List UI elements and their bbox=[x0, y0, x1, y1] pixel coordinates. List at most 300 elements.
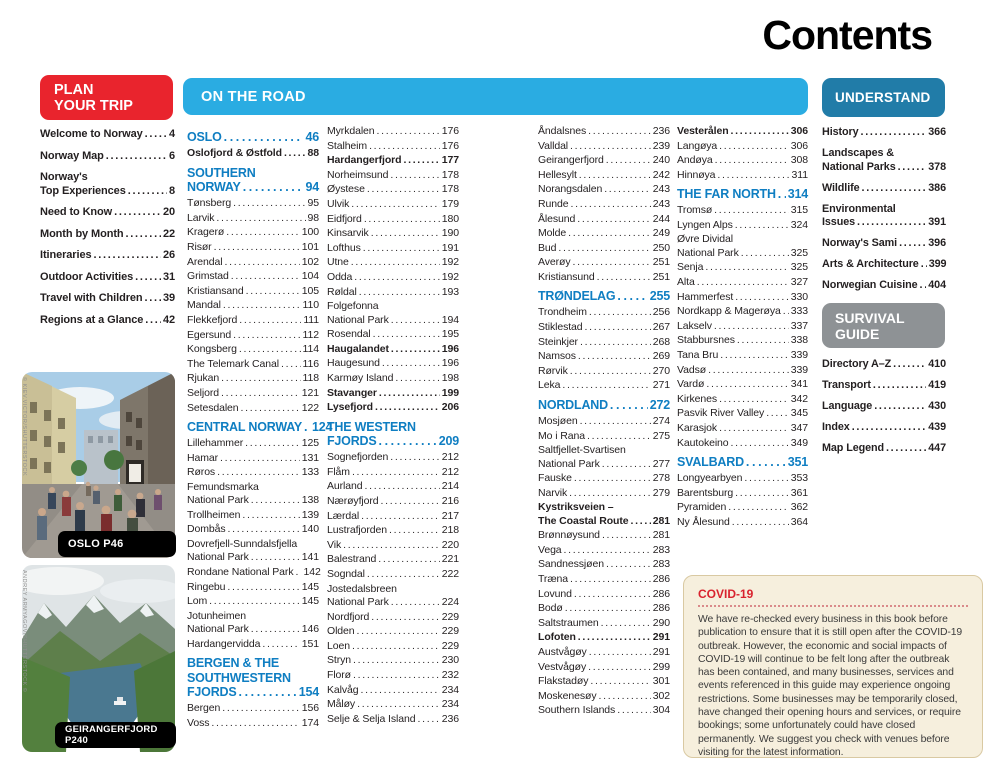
toc-entry bbox=[187, 638, 319, 651]
toc-page-number: 192 bbox=[441, 270, 459, 283]
dot-leader bbox=[242, 509, 299, 522]
toc-entry-label: Bud bbox=[538, 241, 557, 254]
toc-page-number: 410 bbox=[928, 358, 946, 370]
toc-page-number: 151 bbox=[301, 637, 319, 650]
dot-leader bbox=[357, 698, 440, 711]
toc-entry-label: Molde bbox=[538, 227, 567, 240]
dot-leader bbox=[114, 206, 161, 220]
dot-leader bbox=[719, 140, 789, 153]
toc-entry-label: THE FAR NORTH bbox=[677, 187, 776, 202]
toc-entry bbox=[677, 169, 808, 182]
toc-entry bbox=[187, 538, 319, 565]
dot-leader bbox=[732, 516, 789, 529]
toc-page-number: 6 bbox=[168, 149, 175, 162]
toc-entry-label: Saltstraumen bbox=[538, 616, 599, 629]
toc-entry bbox=[538, 183, 670, 196]
toc-entry-label: National Park bbox=[187, 623, 249, 636]
toc-entry-label: Loen bbox=[327, 639, 350, 652]
toc-entry-label: Norway's Sami bbox=[822, 237, 898, 249]
toc-entry bbox=[187, 481, 319, 508]
toc-page-number: 88 bbox=[307, 147, 319, 160]
toc-entry-label: Lysefjord bbox=[327, 401, 373, 414]
dot-leader bbox=[558, 242, 650, 255]
toc-page-number: 353 bbox=[790, 472, 808, 485]
toc-entry-label: Vega bbox=[538, 543, 562, 556]
dot-leader bbox=[352, 640, 440, 653]
toc-page-number: 341 bbox=[790, 378, 808, 391]
toc-entry bbox=[327, 343, 459, 356]
toc-page-number: 232 bbox=[441, 668, 459, 681]
toc-entry-label: Voss bbox=[187, 717, 210, 730]
toc-entry-label: Tana Bru bbox=[677, 349, 719, 362]
toc-page-number: 102 bbox=[301, 255, 319, 268]
toc-entry-label: Hardangerfjord bbox=[327, 154, 402, 167]
toc-entry-label: Longyearbyen bbox=[677, 472, 743, 485]
toc-page-number: 278 bbox=[652, 472, 670, 485]
toc-page-number: 156 bbox=[301, 702, 319, 715]
toc-entry bbox=[187, 466, 319, 479]
toc-entry-label: Langøya bbox=[677, 139, 718, 152]
dot-leader bbox=[391, 314, 440, 327]
toc-entry-label: Røldal bbox=[327, 285, 357, 298]
toc-page-number: 404 bbox=[928, 279, 946, 291]
dot-leader bbox=[377, 125, 440, 138]
dot-leader bbox=[93, 249, 160, 263]
toc-page-number: 133 bbox=[301, 466, 319, 479]
toc-page-number: 212 bbox=[441, 451, 459, 464]
dot-leader bbox=[216, 212, 305, 225]
toc-entry bbox=[187, 717, 319, 730]
toc-page-number: 193 bbox=[441, 285, 459, 298]
dot-leader bbox=[893, 358, 926, 372]
toc-page-number: 275 bbox=[652, 429, 670, 442]
toc-page-number: 270 bbox=[652, 364, 670, 377]
toc-page-number: 362 bbox=[790, 501, 808, 514]
toc-entry bbox=[538, 558, 670, 571]
toc-section-header bbox=[187, 130, 319, 145]
toc-entry bbox=[327, 140, 459, 153]
dot-leader bbox=[417, 713, 439, 726]
toc-entry-label: Dombås bbox=[187, 523, 226, 536]
toc-entry bbox=[327, 242, 459, 255]
toc-page-number: 272 bbox=[649, 397, 670, 412]
toc-page-number: 39 bbox=[162, 292, 175, 304]
toc-entry-label: Map Legend bbox=[822, 442, 884, 454]
toc-entry bbox=[677, 364, 808, 377]
toc-page-number: 22 bbox=[162, 227, 175, 240]
page-title: Contents bbox=[762, 12, 932, 58]
toc-page-number: 291 bbox=[652, 646, 670, 659]
toc-page-number: 216 bbox=[441, 494, 459, 507]
toc-page-number: 194 bbox=[441, 313, 459, 326]
toc-page-number: 138 bbox=[301, 494, 319, 507]
toc-entry bbox=[538, 336, 670, 349]
toc-entry bbox=[327, 183, 459, 196]
oslo-photo-credit: © KIEV.VICTOR/SHUTTERSTOCK bbox=[21, 377, 27, 477]
toc-page-number: 101 bbox=[301, 240, 319, 253]
toc-page-number: 218 bbox=[441, 524, 459, 537]
toc-entry bbox=[538, 227, 670, 240]
toc-entry-label: Lovund bbox=[538, 587, 572, 600]
toc-page-number: 221 bbox=[441, 553, 459, 566]
dot-leader bbox=[562, 379, 650, 392]
toc-page-number: 179 bbox=[441, 197, 459, 210]
toc-entry bbox=[677, 349, 808, 362]
toc-entry bbox=[327, 256, 459, 269]
toc-entry-label: Rørvik bbox=[538, 364, 568, 377]
toc-entry-label: Kristiansund bbox=[538, 270, 595, 283]
toc-page-number: 196 bbox=[441, 342, 459, 355]
toc-entry bbox=[327, 328, 459, 341]
toc-entry-label: Sandnessjøen bbox=[538, 558, 604, 571]
toc-entry-label: National Park bbox=[538, 457, 600, 470]
dot-leader bbox=[697, 276, 789, 289]
toc-page-number: 299 bbox=[652, 660, 670, 673]
dot-leader bbox=[145, 314, 161, 328]
toc-entry bbox=[187, 147, 319, 160]
toc-entry bbox=[677, 305, 808, 318]
plan-your-trip-banner-label: PLAN YOUR TRIP bbox=[54, 81, 133, 114]
toc-page-number: 250 bbox=[652, 241, 670, 254]
toc-page-number: 20 bbox=[162, 206, 175, 218]
toc-entry bbox=[822, 421, 946, 435]
toc-page-number: 222 bbox=[441, 567, 459, 580]
dot-leader bbox=[783, 305, 789, 318]
toc-page-number: 286 bbox=[652, 602, 670, 615]
toc-entry-line: Dovrefjell-Sunndalsfjella bbox=[187, 537, 298, 550]
toc-entry-label: Index bbox=[822, 421, 850, 433]
toc-entry bbox=[538, 661, 670, 674]
toc-entry-label: Lom bbox=[187, 595, 208, 608]
toc-entry bbox=[327, 300, 459, 327]
toc-page-number: 230 bbox=[441, 654, 459, 667]
toc-page-number: 314 bbox=[787, 187, 808, 202]
toc-page-number: 121 bbox=[301, 386, 319, 399]
toc-entry bbox=[327, 583, 459, 610]
toc-page-number: 349 bbox=[790, 436, 808, 449]
toc-entry-line: Folgefonna bbox=[327, 300, 379, 313]
dot-leader bbox=[363, 242, 440, 255]
toc-entry bbox=[187, 329, 319, 342]
dot-leader bbox=[588, 661, 651, 674]
toc-entry-label: Lustrafjorden bbox=[327, 524, 387, 537]
toc-page-number: 325 bbox=[790, 246, 808, 259]
toc-entry bbox=[187, 509, 319, 522]
toc-entry-label: Brønnøysund bbox=[538, 529, 600, 542]
toc-page-number: 141 bbox=[301, 551, 319, 564]
toc-entry bbox=[327, 553, 459, 566]
toc-entry bbox=[327, 387, 459, 400]
toc-entry bbox=[327, 640, 459, 653]
toc-page-number: 342 bbox=[790, 392, 808, 405]
toc-section-header bbox=[538, 398, 670, 413]
dot-leader bbox=[720, 349, 789, 362]
toc-entry-label: Pyramiden bbox=[677, 501, 727, 514]
dot-leader bbox=[364, 213, 440, 226]
toc-entry-label: The Telemark Canal bbox=[187, 357, 279, 370]
toc-entry-label: Kalvåg bbox=[327, 683, 359, 696]
toc-entry-label: Flekkefjord bbox=[187, 313, 238, 326]
dot-leader bbox=[580, 415, 651, 428]
toc-page-number: 46 bbox=[305, 130, 319, 144]
toc-entry-label: Stavanger bbox=[327, 386, 377, 399]
toc-page-number: 243 bbox=[652, 183, 670, 196]
toc-page-number: 239 bbox=[652, 139, 670, 152]
dot-leader bbox=[128, 185, 167, 199]
dot-leader bbox=[735, 487, 789, 500]
dot-leader bbox=[262, 638, 299, 651]
toc-entry bbox=[327, 227, 459, 240]
toc-entry-label: Oslofjord & Østfold bbox=[187, 147, 282, 160]
toc-page-number: 419 bbox=[928, 379, 946, 391]
plan-your-trip-list bbox=[40, 128, 175, 335]
dot-leader bbox=[343, 539, 440, 552]
toc-entry-label: Averøy bbox=[538, 256, 571, 269]
toc-entry bbox=[327, 669, 459, 682]
toc-entry-label: Outdoor Activities bbox=[40, 270, 134, 283]
toc-page-number: 146 bbox=[301, 623, 319, 636]
toc-entry bbox=[677, 422, 808, 435]
toc-entry bbox=[187, 581, 319, 594]
toc-entry-label: Lyngen Alps bbox=[677, 218, 733, 231]
toc-entry bbox=[327, 698, 459, 711]
on-the-road-column-2 bbox=[327, 125, 459, 727]
toc-entry-label: National Parks bbox=[822, 160, 896, 173]
toc-page-number: 243 bbox=[652, 197, 670, 210]
dot-leader bbox=[367, 568, 440, 581]
toc-page-number: 283 bbox=[652, 558, 670, 571]
toc-entry-label: Senja bbox=[677, 261, 704, 274]
toc-page-number: 333 bbox=[790, 305, 808, 318]
toc-page-number: 347 bbox=[790, 422, 808, 434]
toc-page-number: 229 bbox=[441, 625, 459, 638]
toc-entry-label: Rosendal bbox=[327, 328, 371, 341]
dot-leader bbox=[731, 125, 789, 138]
dot-leader bbox=[226, 226, 300, 239]
dot-leader bbox=[719, 422, 789, 435]
toc-entry bbox=[538, 350, 670, 363]
toc-entry-label: Kinsarvik bbox=[327, 227, 369, 240]
dot-leader bbox=[359, 286, 440, 299]
toc-entry bbox=[327, 684, 459, 697]
dot-leader bbox=[578, 631, 651, 644]
dot-leader bbox=[715, 154, 789, 167]
toc-entry-label: History bbox=[822, 126, 859, 138]
toc-page-number: 26 bbox=[162, 249, 175, 261]
toc-entry bbox=[327, 198, 459, 211]
dot-leader bbox=[378, 553, 440, 566]
toc-page-number: 174 bbox=[301, 717, 319, 730]
toc-entry bbox=[187, 595, 319, 608]
toc-entry bbox=[327, 713, 459, 726]
dot-leader bbox=[873, 379, 926, 393]
toc-entry-line: Jostedalsbreen bbox=[327, 582, 397, 595]
dot-leader bbox=[717, 169, 789, 182]
toc-entry-label: Barentsburg bbox=[677, 486, 734, 499]
toc-entry bbox=[538, 588, 670, 601]
understand-banner bbox=[822, 78, 945, 117]
toc-entry-label: Lofoten bbox=[538, 631, 576, 644]
toc-page-number: 269 bbox=[652, 350, 670, 363]
dot-leader bbox=[921, 258, 927, 272]
toc-entry-label: Stalheim bbox=[327, 139, 368, 152]
toc-entry-label: Ulvik bbox=[327, 197, 350, 210]
dot-leader bbox=[735, 219, 789, 232]
dot-leader bbox=[579, 169, 651, 182]
dot-leader bbox=[390, 169, 439, 182]
dot-leader bbox=[224, 130, 304, 145]
toc-entry bbox=[538, 198, 670, 211]
toc-page-number: 283 bbox=[652, 543, 670, 556]
toc-entry-label: Valldal bbox=[538, 139, 569, 152]
toc-page-number: 244 bbox=[652, 212, 670, 225]
toc-entry-label: National Park bbox=[187, 551, 249, 564]
understand-banner-label: UNDERSTAND bbox=[835, 90, 931, 105]
dot-leader bbox=[361, 510, 440, 523]
dot-leader bbox=[714, 320, 789, 333]
dot-leader bbox=[220, 452, 300, 465]
toc-page-number: 242 bbox=[652, 168, 670, 181]
toc-entry bbox=[187, 372, 319, 385]
dot-leader bbox=[382, 357, 440, 370]
toc-entry bbox=[538, 125, 670, 138]
toc-page-number: 209 bbox=[438, 434, 459, 449]
dot-leader bbox=[714, 204, 789, 217]
dot-leader bbox=[601, 617, 651, 630]
toc-page-number: 286 bbox=[652, 587, 670, 600]
toc-page-number: 274 bbox=[652, 414, 670, 427]
toc-page-number: 139 bbox=[301, 508, 319, 521]
toc-page-number: 277 bbox=[652, 457, 670, 470]
toc-entry-label: Hellesylt bbox=[538, 168, 577, 181]
dot-leader bbox=[251, 494, 300, 507]
dot-leader bbox=[569, 487, 651, 500]
toc-page-number: 154 bbox=[298, 685, 319, 700]
toc-entry bbox=[677, 407, 808, 420]
toc-entry-label: Setesdalen bbox=[187, 401, 239, 414]
toc-entry bbox=[538, 379, 670, 392]
toc-entry bbox=[327, 286, 459, 299]
toc-page-number: 122 bbox=[301, 401, 319, 414]
on-the-road-banner bbox=[183, 78, 808, 115]
toc-entry bbox=[187, 358, 319, 371]
toc-page-number: 447 bbox=[928, 442, 946, 454]
toc-entry-label: Bodø bbox=[538, 602, 563, 615]
survival-guide-banner-label: SURVIVAL GUIDE bbox=[835, 309, 905, 342]
toc-entry bbox=[327, 539, 459, 552]
toc-page-number: 111 bbox=[303, 313, 319, 326]
toc-page-number: 256 bbox=[652, 306, 670, 319]
toc-entry-label: Olden bbox=[327, 625, 355, 638]
toc-page-number: 94 bbox=[305, 180, 319, 195]
dot-leader bbox=[352, 466, 440, 479]
dot-leader bbox=[211, 717, 299, 730]
toc-entry bbox=[538, 321, 670, 334]
toc-entry bbox=[40, 292, 175, 306]
toc-page-number: 192 bbox=[441, 256, 459, 269]
toc-page-number: 145 bbox=[301, 580, 319, 593]
toc-page-number: 308 bbox=[790, 154, 808, 167]
toc-entry-label: Selje & Selja Island bbox=[327, 712, 416, 725]
dot-leader bbox=[766, 407, 789, 420]
toc-entry bbox=[538, 704, 670, 717]
toc-entry-label: Bergen bbox=[187, 702, 221, 715]
toc-page-number: 112 bbox=[302, 328, 319, 341]
toc-entry bbox=[187, 387, 319, 400]
dot-leader bbox=[381, 495, 440, 508]
toc-entry-label: Røros bbox=[187, 466, 216, 479]
dot-leader bbox=[367, 183, 440, 196]
toc-entry bbox=[327, 625, 459, 638]
toc-entry-label: Norangsdalen bbox=[538, 183, 603, 196]
toc-entry-label: Nordfjord bbox=[327, 610, 370, 623]
toc-entry-label: Trollheimen bbox=[187, 508, 241, 521]
toc-page-number: 364 bbox=[790, 515, 808, 528]
toc-entry-label: Eidfjord bbox=[327, 212, 362, 225]
dot-leader bbox=[223, 299, 301, 312]
toc-entry-label: Trondheim bbox=[538, 306, 587, 319]
toc-page-number: 4 bbox=[168, 128, 175, 140]
toc-entry-label: Larvik bbox=[187, 211, 215, 224]
toc-entry-label: Nærøyfjord bbox=[327, 494, 379, 507]
toc-entry-label: Lærdal bbox=[327, 509, 360, 522]
dot-leader bbox=[217, 466, 300, 479]
toc-entry bbox=[327, 524, 459, 537]
toc-page-number: 124 bbox=[312, 419, 333, 434]
toc-page-number: 324 bbox=[790, 218, 808, 231]
toc-page-number: 255 bbox=[649, 289, 670, 304]
on-the-road-column-4 bbox=[677, 125, 808, 530]
toc-page-number: 268 bbox=[652, 335, 670, 348]
toc-entry-line: Jotunheimen bbox=[187, 609, 247, 622]
dot-leader bbox=[214, 241, 300, 254]
dot-leader bbox=[221, 372, 300, 385]
toc-entry bbox=[677, 125, 808, 138]
toc-entry-label: Geirangerfjord bbox=[538, 154, 604, 167]
toc-entry-label: Month by Month bbox=[40, 227, 124, 240]
toc-entry bbox=[822, 182, 946, 196]
toc-entry-label: Top Experiences bbox=[40, 184, 126, 197]
toc-entry bbox=[40, 128, 175, 142]
toc-entry bbox=[187, 702, 319, 715]
toc-entry bbox=[187, 285, 319, 298]
toc-entry bbox=[538, 169, 670, 182]
dot-leader bbox=[604, 183, 651, 196]
dot-leader bbox=[599, 690, 651, 703]
dot-leader bbox=[920, 279, 927, 293]
toc-entry-label: Måløy bbox=[327, 698, 356, 711]
toc-entry bbox=[677, 334, 808, 347]
toc-entry-line: SOUTHWESTERN bbox=[187, 670, 291, 685]
toc-entry-label: Norway Map bbox=[40, 149, 104, 162]
toc-entry-label: Steinkjer bbox=[538, 335, 578, 348]
toc-entry-label: Need to Know bbox=[40, 206, 113, 218]
toc-entry-label: Language bbox=[822, 400, 873, 412]
toc-page-number: 281 bbox=[652, 514, 670, 527]
toc-entry-label: Narvik bbox=[538, 486, 568, 499]
covid-19-box bbox=[683, 575, 983, 758]
dot-leader bbox=[373, 328, 440, 341]
dot-leader bbox=[231, 270, 300, 283]
toc-entry bbox=[40, 271, 175, 285]
toc-page-number: 430 bbox=[928, 400, 946, 412]
toc-section-header bbox=[187, 656, 319, 700]
toc-entry-label: Norwegian Cuisine bbox=[822, 279, 918, 291]
dot-leader bbox=[391, 343, 440, 356]
toc-page-number: 234 bbox=[441, 683, 459, 696]
toc-page-number: 338 bbox=[790, 334, 808, 347]
toc-entry-label: Welcome to Norway bbox=[40, 128, 143, 140]
